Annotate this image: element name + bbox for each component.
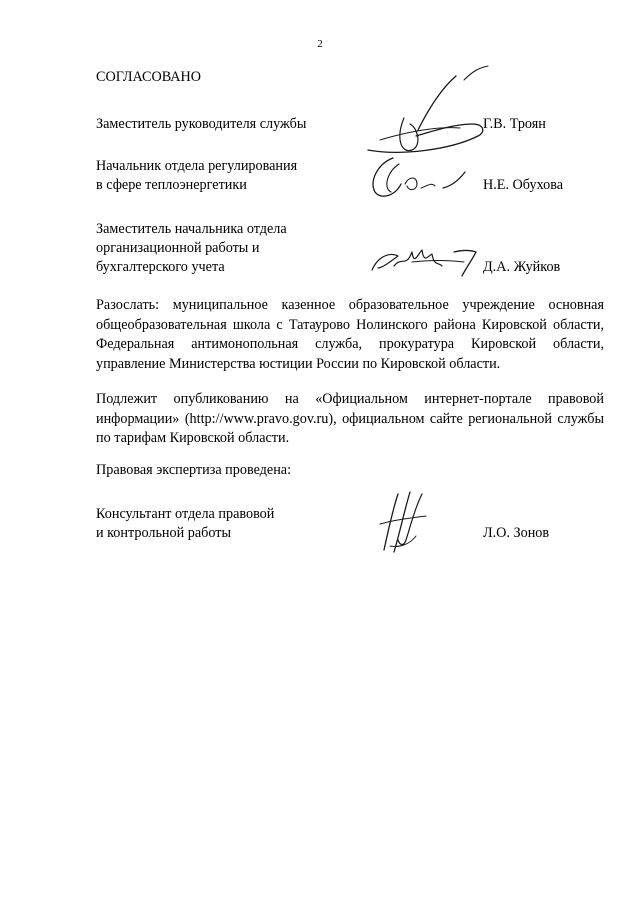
signature-zhuikov [368, 244, 480, 280]
position-line: бухгалтерского учета [96, 259, 225, 275]
signatory-zhuikov-position [96, 220, 287, 277]
position-line: и контрольной работы [96, 525, 231, 541]
legal-review-name: Л.О. Зонов [483, 525, 550, 541]
position-line: Заместитель руководителя службы [96, 116, 307, 132]
position-line: Заместитель начальника отдела [96, 221, 287, 237]
position-line: в сфере теплоэнергетики [96, 177, 247, 193]
signatory-zhuikov-name: Д.А. Жуйков [483, 259, 561, 275]
signature-obukhova [365, 148, 475, 208]
position-line: Консультант отдела правовой [96, 506, 275, 522]
publication-text: Подлежит опубликованию на «Официальном интернет-портале правовой информации» (http://www.pravo.gov.ru), официальном сайте региональной службы по тарифам Кировской области. [96, 391, 604, 446]
signature-troyan [360, 58, 500, 168]
page-number: 2 [317, 38, 323, 50]
signatory-obukhova-name: Н.Е. Обухова [483, 177, 564, 193]
signatory-obukhova-position [96, 157, 297, 195]
distribution-text: Разослать: муниципальное казенное образовательное учреждение основная общеобразовательная школа с Татаурово Нолинского района Кировской области, Федеральная антимонопольная служба, прокуратура Кировской области, управление Министерства юстиции России по Кировской области. [96, 297, 604, 372]
signatory-troyan-position [96, 115, 306, 134]
legal-review-position [96, 505, 274, 543]
position-line: Начальник отдела регулирования [96, 158, 298, 174]
approval-heading: СОГЛАСОВАНО [96, 69, 202, 85]
position-line: организационной работы и [96, 240, 260, 256]
signature-zonov [370, 488, 440, 558]
signatory-troyan-name: Г.В. Троян [483, 116, 546, 132]
legal-review-heading: Правовая экспертиза проведена: [96, 462, 292, 478]
